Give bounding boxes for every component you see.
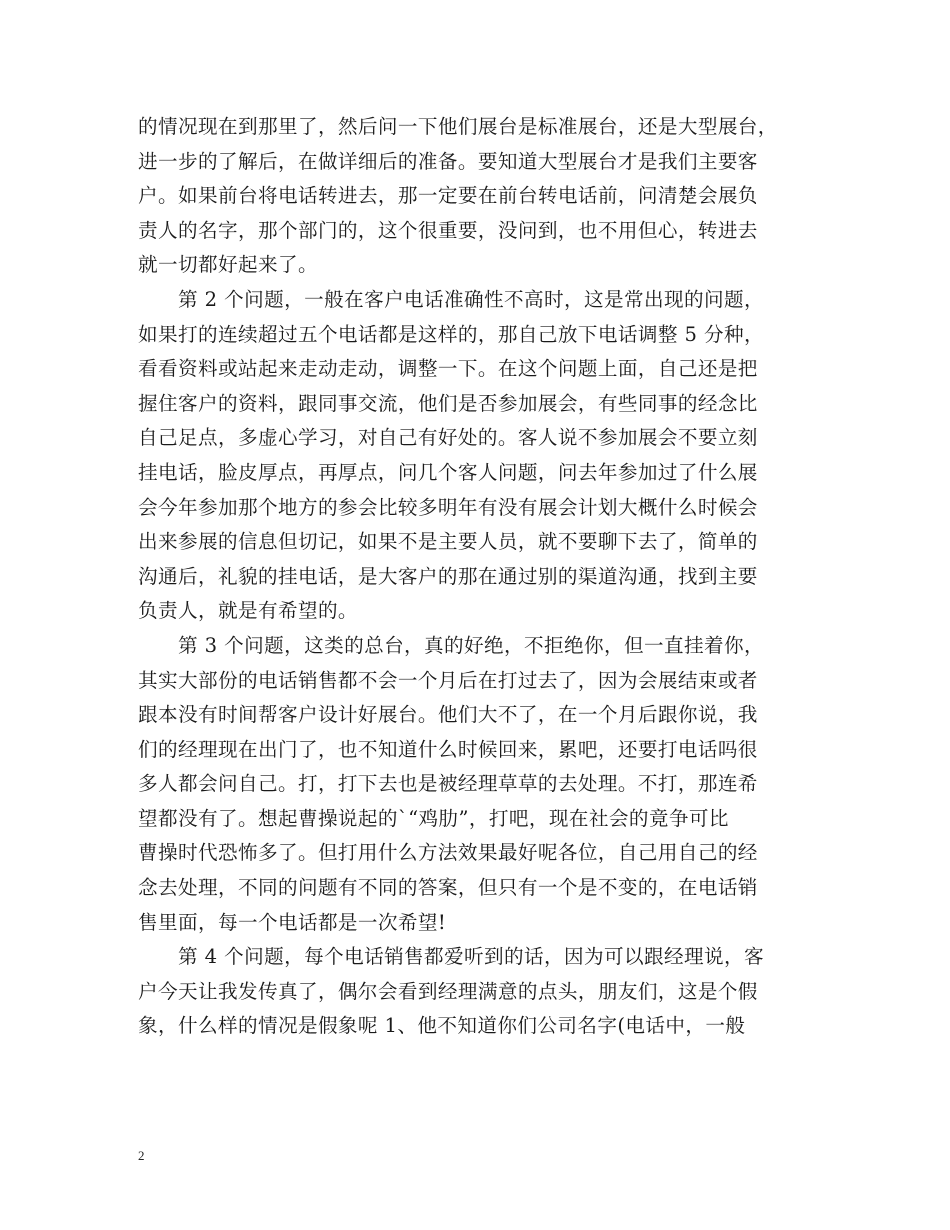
- text-line-indented: 第 4 个问题，每个电话销售都爱听到的话，因为可以跟经理说，客: [178, 945, 764, 969]
- page-number: 2: [138, 1148, 145, 1163]
- text-line: 户今天让我发传真了，偶尔会看到经理满意的点头，朋友们，这是个假: [138, 979, 758, 1003]
- text-line: 象，什么样的情况是假象呢 1、他不知道你们公司名字(电话中，一般: [138, 1014, 746, 1038]
- paragraph-2: [138, 283, 828, 629]
- text-line: 会今年参加那个地方的参会比较多明年有没有展会计划大概什么时候会: [138, 495, 758, 519]
- text-line: 就一切都好起来了。: [138, 253, 318, 277]
- text-line-indented: 第 3 个问题，这类的总台，真的好绝，不拒绝你，但一直挂着你，: [178, 633, 764, 657]
- text-line: 握住客户的资料，跟同事交流，他们是否参加展会，有些同事的经念比: [138, 391, 758, 415]
- text-line: 户。如果前台将电话转进去，那一定要在前台转电话前，问清楚会展负: [138, 184, 758, 208]
- text-line: 跟本没有时间帮客户设计好展台。他们大不了，在一个月后跟你说，我: [138, 703, 758, 727]
- text-line: 们的经理现在出门了，也不知道什么时候回来，累吧，还要打电话吗很: [138, 737, 758, 761]
- text-line: 负责人，就是有希望的。: [138, 599, 358, 623]
- text-line: 责人的名字，那个部门的，这个很重要，没问到，也不用但心，转进去: [138, 218, 758, 242]
- text-line: 出来参展的信息但切记，如果不是主要人员，就不要聊下去了，简单的: [138, 530, 758, 554]
- text-line: 其实大部份的电话销售都不会一个月后在打过去了，因为会展结束或者: [138, 668, 758, 692]
- text-line: 多人都会问自己。打，打下去也是被经理草草的去处理。不打，那连希: [138, 772, 758, 796]
- text-line: 看看资料或站起来走动走动，调整一下。在这个问题上面，自己还是把: [138, 357, 758, 381]
- text-line: 售里面，每一个电话都是一次希望!: [138, 910, 447, 934]
- text-line: 曹操时代恐怖多了。但打用什么方法效果最好呢各位，自己用自己的经: [138, 841, 758, 865]
- paragraph-4: [138, 940, 828, 1044]
- text-line: 进一步的了解后，在做详细后的准备。要知道大型展台才是我们主要客: [138, 149, 758, 173]
- text-line: 望都没有了。想起曹操说起的`“鸡肋”，打吧，现在社会的竟争可比: [138, 806, 729, 830]
- text-line: 自己足点，多虚心学习，对自己有好处的。客人说不参加展会不要立刻: [138, 426, 758, 450]
- text-line: 念去处理，不同的问题有不同的答案，但只有一个是不变的，在电话销: [138, 876, 758, 900]
- text-line: 的情况现在到那里了，然后问一下他们展台是标准展台，还是大型展台，: [138, 115, 778, 138]
- text-line: 挂电话，脸皮厚点，再厚点，问几个客人问题，问去年参加过了什么展: [138, 460, 758, 484]
- text-line: 沟通后，礼貌的挂电话，是大客户的那在通过别的渠道沟通，找到主要: [138, 564, 758, 588]
- paragraph-3: [138, 629, 828, 940]
- text-line: 如果打的连续超过五个电话都是这样的，那自己放下电话调整 5 分种，: [138, 322, 764, 346]
- text-line-indented: 第 2 个问题，一般在客户电话准确性不高时，这是常出现的问题，: [178, 287, 764, 311]
- paragraph-1: [138, 110, 828, 283]
- document-body: [138, 110, 828, 1044]
